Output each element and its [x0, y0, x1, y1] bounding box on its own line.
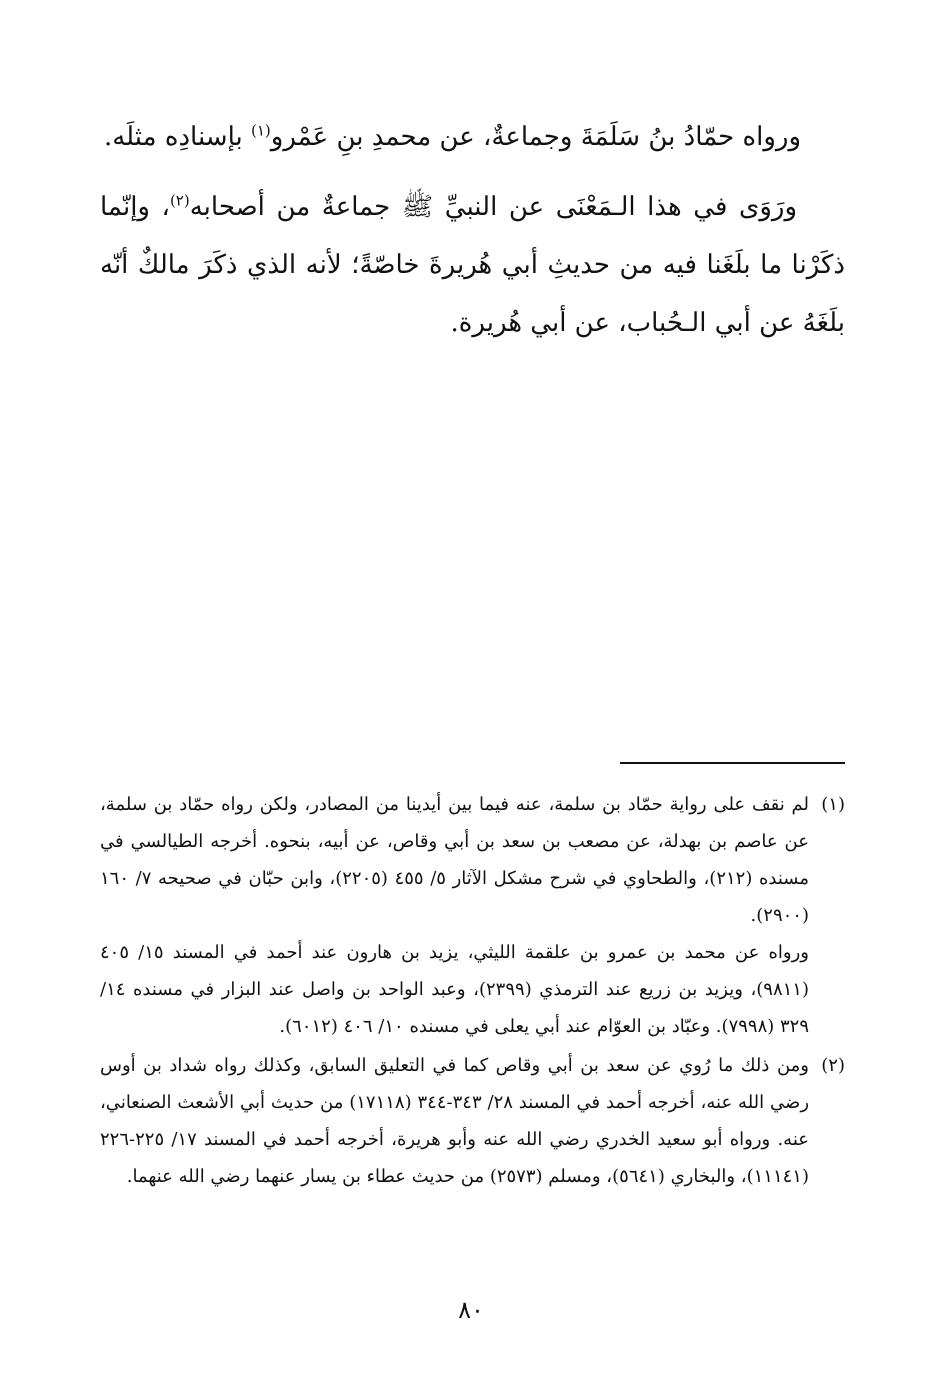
footnote-reference-2: (٢) [169, 191, 190, 210]
footnote-1-paragraph-1: لم نقف على رواية حمّاد بن سلمة، عنه فيما بين أيدينا من المصادر، ولكن رواه حمّاد بن سلمة، عن عاصم بن بهدلة، عن مصعب بن سعد بن أبي وقاص، عن أبيه، بنحوه. أخرجه الطيالسي في مسنده (٢١٢)، والطحاوي في شرح مشكل الآثار ٥/ ٤٥٥ (٢٢٠٥)، وابن حبّان في صحيحه ٧/ ١٦٠ (٢٩٠٠). [100, 794, 809, 926]
main-paragraph-1 [100, 108, 845, 166]
footnote-1-body [100, 786, 809, 1045]
footnote-2-paragraph-1: ومن ذلك ما رُوي عن سعد بن أبي وقاص كما في التعليق السابق، وكذلك رواه شداد بن أوس رضي الله عنه، أخرجه أحمد في المسند ٢٨/ ٣٤٣-٣٤٤ (١٧١١٨) من حديث أبي الأشعث الصنعاني، عنه. ورواه أبو سعيد الخدري رضي الله عنه وأبو هريرة، أخرجه أحمد في المسند ١٧/ ٢٢٥-٢٢٦ (١١١٤١)، والبخاري (٥٦٤١)، ومسلم (٢٥٧٣) من حديث عطاء بن يسار عنهما رضي الله عنهما. [100, 1055, 810, 1187]
footnote-2 [100, 1047, 845, 1195]
main-paragraph-1-text: ورواه حمّادُ بنُ سَلَمَةَ وجماعةٌ، عن محمدِ بنِ عَمْرو [270, 122, 802, 152]
footnote-divider [620, 762, 845, 764]
footnotes [100, 786, 845, 1197]
footnote-1-paragraph-2: ورواه عن محمد بن عمرو بن علقمة الليثي، يزيد بن هارون عند أحمد في المسند ١٥/ ٤٠٥ (٩٨١١)، ويزيد بن زريع عند الترمذي (٢٣٩٩)، وعبد الواحد بن واصل عند البزار في مسنده ١٤/ ٣٢٩ (٧٩٩٨). وعبّاد بن العوّام عند أبي يعلى في مسنده ١٠/ ٤٠٦ (٦٠١٢). [100, 942, 809, 1037]
main-paragraph-2 [100, 178, 845, 352]
main-paragraph-1-text-end: بإسنادِه مثلَه. [103, 122, 251, 152]
footnote-2-marker: (٢) [821, 1055, 845, 1076]
page-number: ٨٠ [458, 1296, 484, 1324]
footnote-1-marker: (١) [821, 794, 845, 815]
main-text [100, 108, 845, 364]
footnote-2-body [100, 1047, 809, 1195]
footnote-1 [100, 786, 845, 1045]
main-paragraph-2-text-end: ، وإنّما ذكَرْنا ما بلَغَنا فيه من حديثِ أبي هُريرةَ خاصّةً؛ لأنه الذي ذكَرَ مالكٌ أنّه بلَغَهُ عن أبي الـحُباب، عن أبي هُريرة. [100, 192, 845, 338]
main-paragraph-2-text: ورَوَى في هذا الـمَعْنَى عن النبيِّ ﷺ جماعةٌ من أصحابه [189, 192, 797, 222]
footnote-reference-1: (١) [251, 121, 271, 140]
